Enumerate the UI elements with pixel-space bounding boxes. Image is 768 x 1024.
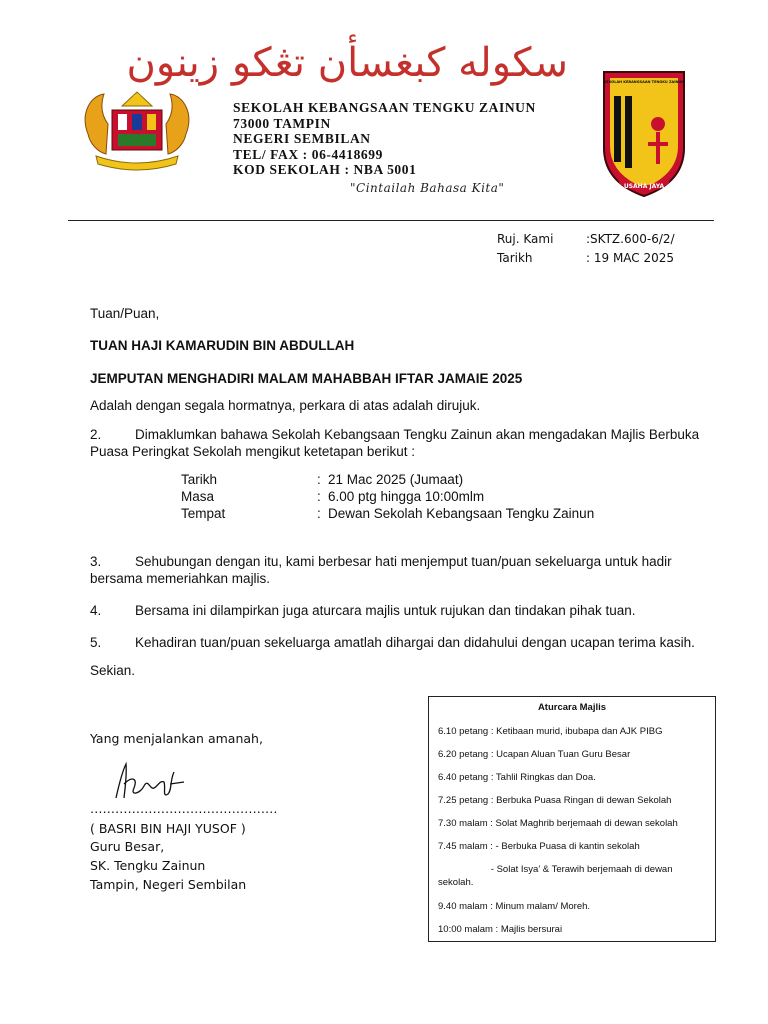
- paragraph-5-number: 5.: [90, 635, 102, 650]
- school-postcode: 73000 TAMPIN: [233, 115, 331, 131]
- paragraph-3-line-1: Sehubungan dengan itu, kami berbesar hati menjemput tuan/puan sekeluarga untuk hadir: [135, 554, 672, 569]
- school-name-jawi: سکوله کبغسأن تڠکو زينون: [126, 40, 568, 86]
- schedule-item: 7.25 petang : Berbuka Puasa Ringan di dewan Sekolah: [438, 795, 672, 806]
- paragraph-3-number: 3.: [90, 554, 102, 569]
- letter-subject: JEMPUTAN MENGHADIRI MALAM MAHABBAH IFTAR JAMAIE 2025: [90, 371, 523, 386]
- event-schedule-box: [428, 696, 716, 942]
- opening-paragraph: Adalah dengan segala hormatnya, perkara di atas adalah dirujuk.: [90, 398, 481, 413]
- event-details: [181, 471, 641, 525]
- detail-colon: :: [317, 506, 321, 521]
- schedule-item: 6.40 petang : Tahlil Ringkas dan Doa.: [438, 772, 596, 783]
- schedule-item: 6.10 petang : Ketibaan murid, ibubapa dan AJK PIBG: [438, 726, 663, 737]
- detail-value: Dewan Sekolah Kebangsaan Tengku Zainun: [328, 506, 595, 521]
- detail-label: Tempat: [181, 506, 226, 521]
- school-state: NEGERI SEMBILAN: [233, 131, 371, 146]
- malaysia-coat-of-arms-icon: [76, 84, 198, 176]
- paragraph-4-text: Bersama ini dilampirkan juga aturcara majlis untuk rujukan dan tindakan pihak tuan.: [135, 603, 636, 618]
- paragraph-3: [90, 553, 672, 570]
- schedule-item: - Solat Isya' & Terawih berjemaah di dewan sekolah.: [438, 864, 676, 888]
- ruj-label: Ruj. Kami: [497, 232, 554, 246]
- paragraph-5-text: Kehadiran tuan/puan sekeluarga amatlah dihargai dan didahului dengan ucapan terima kasih.: [135, 635, 695, 650]
- reference-values: [586, 230, 675, 268]
- date-value: : 19 MAC 2025: [586, 251, 675, 265]
- reference-labels: [497, 230, 553, 268]
- paragraph-2-line-1: Dimaklumkan bahawa Sekolah Kebangsaan Tengku Zainun akan mengadakan Majlis Berbuka: [135, 427, 700, 442]
- school-address-block: [233, 100, 536, 178]
- school-code: KOD SEKOLAH : NBA 5001: [233, 162, 417, 177]
- school-name: SEKOLAH KEBANGSAAN TENGKU ZAINUN: [233, 100, 536, 115]
- paragraph-2-line-2: Puasa Peringkat Sekolah mengikut ketetapan berikut :: [90, 444, 415, 459]
- detail-colon: :: [317, 472, 321, 487]
- detail-value: 6.00 ptg hingga 10:00mlm: [328, 489, 485, 504]
- signatory-organization: SK. Tengku Zainun: [90, 858, 206, 873]
- date-label: Tarikh: [497, 251, 533, 265]
- crest-motto: USAHA JAYA: [623, 183, 665, 190]
- paragraph-2-number: 2.: [90, 427, 102, 442]
- signatory-location: Tampin, Negeri Sembilan: [90, 877, 247, 892]
- header-divider: [68, 220, 714, 221]
- detail-value: 21 Mac 2025 (Jumaat): [328, 472, 464, 487]
- schedule-item: 9.40 malam : Minum malam/ Moreh.: [438, 901, 591, 912]
- signatory-name: ( BASRI BIN HAJI YUSOF ): [90, 821, 246, 836]
- ruj-value: :SKTZ.600-6/2/: [586, 232, 675, 246]
- detail-colon: :: [317, 489, 321, 504]
- signatory-title: Guru Besar,: [90, 839, 165, 854]
- paragraph-4-number: 4.: [90, 603, 102, 618]
- paragraph-4: [90, 602, 636, 619]
- schedule-item: 6.20 petang : Ucapan Aluan Tuan Guru Besar: [438, 749, 631, 760]
- schedule-title: Aturcara Majlis: [537, 702, 607, 713]
- signature-dotted-line: ………………………………………: [90, 801, 278, 816]
- school-tagline: "Cintailah Bahasa Kita": [350, 181, 505, 195]
- paragraph-3-line-2: bersama memeriahkan majlis.: [90, 571, 271, 586]
- closing: Sekian.: [90, 663, 136, 678]
- detail-label: Masa: [181, 489, 215, 504]
- schedule-item: 7.45 malam : - Berbuka Puasa di kantin sekolah: [438, 841, 640, 852]
- recipient-name: TUAN HAJI KAMARUDIN BIN ABDULLAH: [90, 338, 355, 353]
- paragraph-5: [90, 634, 695, 651]
- schedule-item: 7.30 malam : Solat Maghrib berjemaah di dewan sekolah: [438, 818, 678, 829]
- signature-intro: Yang menjalankan amanah,: [90, 731, 263, 746]
- detail-label: Tarikh: [181, 472, 218, 487]
- paragraph-2: [90, 426, 699, 443]
- schedule-item: 10:00 malam : Majlis bersurai: [438, 924, 563, 935]
- school-crest-icon: [598, 68, 690, 200]
- school-phone: TEL/ FAX : 06-4418699: [233, 146, 383, 162]
- salutation: Tuan/Puan,: [90, 306, 160, 321]
- crest-top-text: SEKOLAH KEBANGSAAN TENGKU ZAINUN: [603, 80, 685, 84]
